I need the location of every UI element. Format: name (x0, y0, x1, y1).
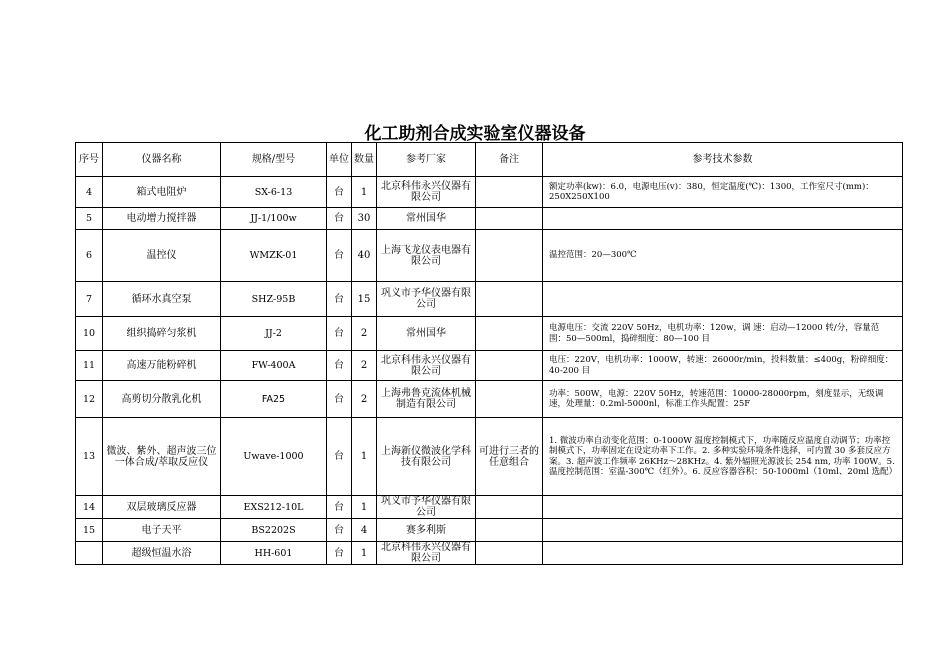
cell-model: JJ-1/100w (221, 208, 327, 230)
cell-note (476, 317, 543, 351)
cell-model: SX-6-13 (221, 177, 327, 208)
cell-qty: 40 (352, 230, 377, 282)
header-qty: 数量 (352, 143, 377, 177)
header-unit: 单位 (327, 143, 352, 177)
cell-spec (543, 208, 903, 230)
cell-seq: 11 (76, 351, 103, 381)
header-seq: 序号 (76, 143, 103, 177)
table-row (76, 351, 903, 381)
cell-vendor: 上海飞龙仪表电器有限公司 (377, 230, 476, 282)
cell-vendor: 巩义市予华仪器有限公司 (377, 282, 476, 317)
cell-vendor: 常州国华 (377, 317, 476, 351)
cell-seq: 10 (76, 317, 103, 351)
cell-name: 电动增力搅拌器 (103, 208, 221, 230)
cell-seq: 7 (76, 282, 103, 317)
cell-note (476, 519, 543, 542)
table-row (76, 542, 903, 565)
cell-qty: 15 (352, 282, 377, 317)
cell-vendor: 北京科伟永兴仪器有限公司 (377, 542, 476, 565)
table-row (76, 282, 903, 317)
cell-qty: 2 (352, 317, 377, 351)
cell-note (476, 282, 543, 317)
table-row (76, 381, 903, 418)
cell-unit: 台 (327, 519, 352, 542)
cell-name: 微波、紫外、超声波三位一体合成/萃取反应仪 (103, 418, 221, 496)
equipment-table (75, 142, 903, 565)
cell-name: 温控仪 (103, 230, 221, 282)
cell-unit: 台 (327, 317, 352, 351)
cell-unit: 台 (327, 496, 352, 519)
header-note: 备注 (476, 143, 543, 177)
cell-name: 超级恒温水浴 (103, 542, 221, 565)
cell-model: EXS212-10L (221, 496, 327, 519)
cell-note (476, 542, 543, 565)
cell-spec: 温控范围：20—300℃ (543, 230, 903, 282)
cell-seq: 14 (76, 496, 103, 519)
cell-unit: 台 (327, 418, 352, 496)
header-row (76, 143, 903, 177)
cell-name: 箱式电阻炉 (103, 177, 221, 208)
cell-note (476, 208, 543, 230)
cell-note: 可进行三者的任意组合 (476, 418, 543, 496)
cell-seq: 15 (76, 519, 103, 542)
cell-spec: 额定功率(kw)：6.0，电源电压(v)：380，恒定温度(℃)：1300，工作室尺寸(mm)：250X250X100 (543, 177, 903, 208)
cell-model: WMZK-01 (221, 230, 327, 282)
cell-note (476, 351, 543, 381)
cell-unit: 台 (327, 381, 352, 418)
cell-spec: 电压：220V，电机功率：1000W，转速：26000r/min，投料数量：≤400g，粉碎细度：40-200 目 (543, 351, 903, 381)
cell-note (476, 230, 543, 282)
cell-model: HH-601 (221, 542, 327, 565)
cell-qty: 4 (352, 519, 377, 542)
page-title: 化工助剂合成实验室仪器设备 (364, 124, 586, 144)
cell-name: 高剪切分散乳化机 (103, 381, 221, 418)
cell-name: 组织捣碎匀浆机 (103, 317, 221, 351)
cell-seq: 4 (76, 177, 103, 208)
cell-unit: 台 (327, 177, 352, 208)
cell-qty: 1 (352, 177, 377, 208)
cell-vendor: 北京科伟永兴仪器有限公司 (377, 177, 476, 208)
table-row (76, 496, 903, 519)
cell-qty: 2 (352, 381, 377, 418)
cell-spec (543, 542, 903, 565)
cell-vendor: 赛多利斯 (377, 519, 476, 542)
cell-qty: 2 (352, 351, 377, 381)
cell-unit: 台 (327, 230, 352, 282)
cell-qty: 1 (352, 542, 377, 565)
cell-model: JJ-2 (221, 317, 327, 351)
table-row (76, 177, 903, 208)
cell-model: Uwave-1000 (221, 418, 327, 496)
cell-note (476, 381, 543, 418)
table-row (76, 208, 903, 230)
cell-vendor: 常州国华 (377, 208, 476, 230)
cell-vendor: 上海弗鲁克流体机械制造有限公司 (377, 381, 476, 418)
cell-model: SHZ-95B (221, 282, 327, 317)
cell-name: 循环水真空泵 (103, 282, 221, 317)
cell-spec: 电源电压：交流 220V 50Hz，电机功率：120w，调 速：启动—12000 转/分，容量范围：50—500ml，捣碎细度：80—100 目 (543, 317, 903, 351)
cell-seq: 6 (76, 230, 103, 282)
cell-vendor: 上海新仪微波化学科技有限公司 (377, 418, 476, 496)
table-row (76, 519, 903, 542)
cell-vendor: 巩义市予华仪器有限公司 (377, 496, 476, 519)
table-row (76, 230, 903, 282)
cell-model: FW-400A (221, 351, 327, 381)
cell-unit: 台 (327, 282, 352, 317)
table-row (76, 418, 903, 496)
cell-unit: 台 (327, 208, 352, 230)
cell-seq: 13 (76, 418, 103, 496)
cell-note (476, 177, 543, 208)
cell-seq (76, 542, 103, 565)
header-model: 规格/型号 (221, 143, 327, 177)
cell-name: 双层玻璃反应器 (103, 496, 221, 519)
header-name: 仪器名称 (103, 143, 221, 177)
cell-spec: 1. 微波功率自动变化范围：0-1000W 温度控制模式下，功率随反应温度自动调节；功率控制模式下，功率固定在设定功率下工作。2. 多种实验环境条件选择，可内置 30 多套反应方案。3. 超声波工作频率 26KHz～28KHz。4. 紫外辐照光源波长 254 nm, 功率 100W。5. 温度控制范围：室温-300℃（红外）。6. 反应容器容积：50-1000ml（10ml、20ml 选配） (543, 418, 903, 496)
cell-qty: 1 (352, 496, 377, 519)
table-row (76, 317, 903, 351)
cell-qty: 30 (352, 208, 377, 230)
cell-seq: 5 (76, 208, 103, 230)
cell-unit: 台 (327, 351, 352, 381)
header-spec: 参考技术参数 (543, 143, 903, 177)
cell-spec (543, 519, 903, 542)
cell-vendor: 北京科伟永兴仪器有限公司 (377, 351, 476, 381)
cell-name: 电子天平 (103, 519, 221, 542)
header-vendor: 参考厂家 (377, 143, 476, 177)
cell-spec (543, 282, 903, 317)
cell-qty: 1 (352, 418, 377, 496)
cell-note (476, 496, 543, 519)
cell-spec: 功率：500W，电源：220V 50Hz，转速范围：10000-28000rpm，刻度显示，无级调速，处理量：0.2ml-5000nl，标准工作头配置：25F (543, 381, 903, 418)
cell-spec (543, 496, 903, 519)
cell-unit: 台 (327, 542, 352, 565)
cell-model: BS2202S (221, 519, 327, 542)
cell-name: 高速万能粉碎机 (103, 351, 221, 381)
cell-seq: 12 (76, 381, 103, 418)
cell-model: FA25 (221, 381, 327, 418)
